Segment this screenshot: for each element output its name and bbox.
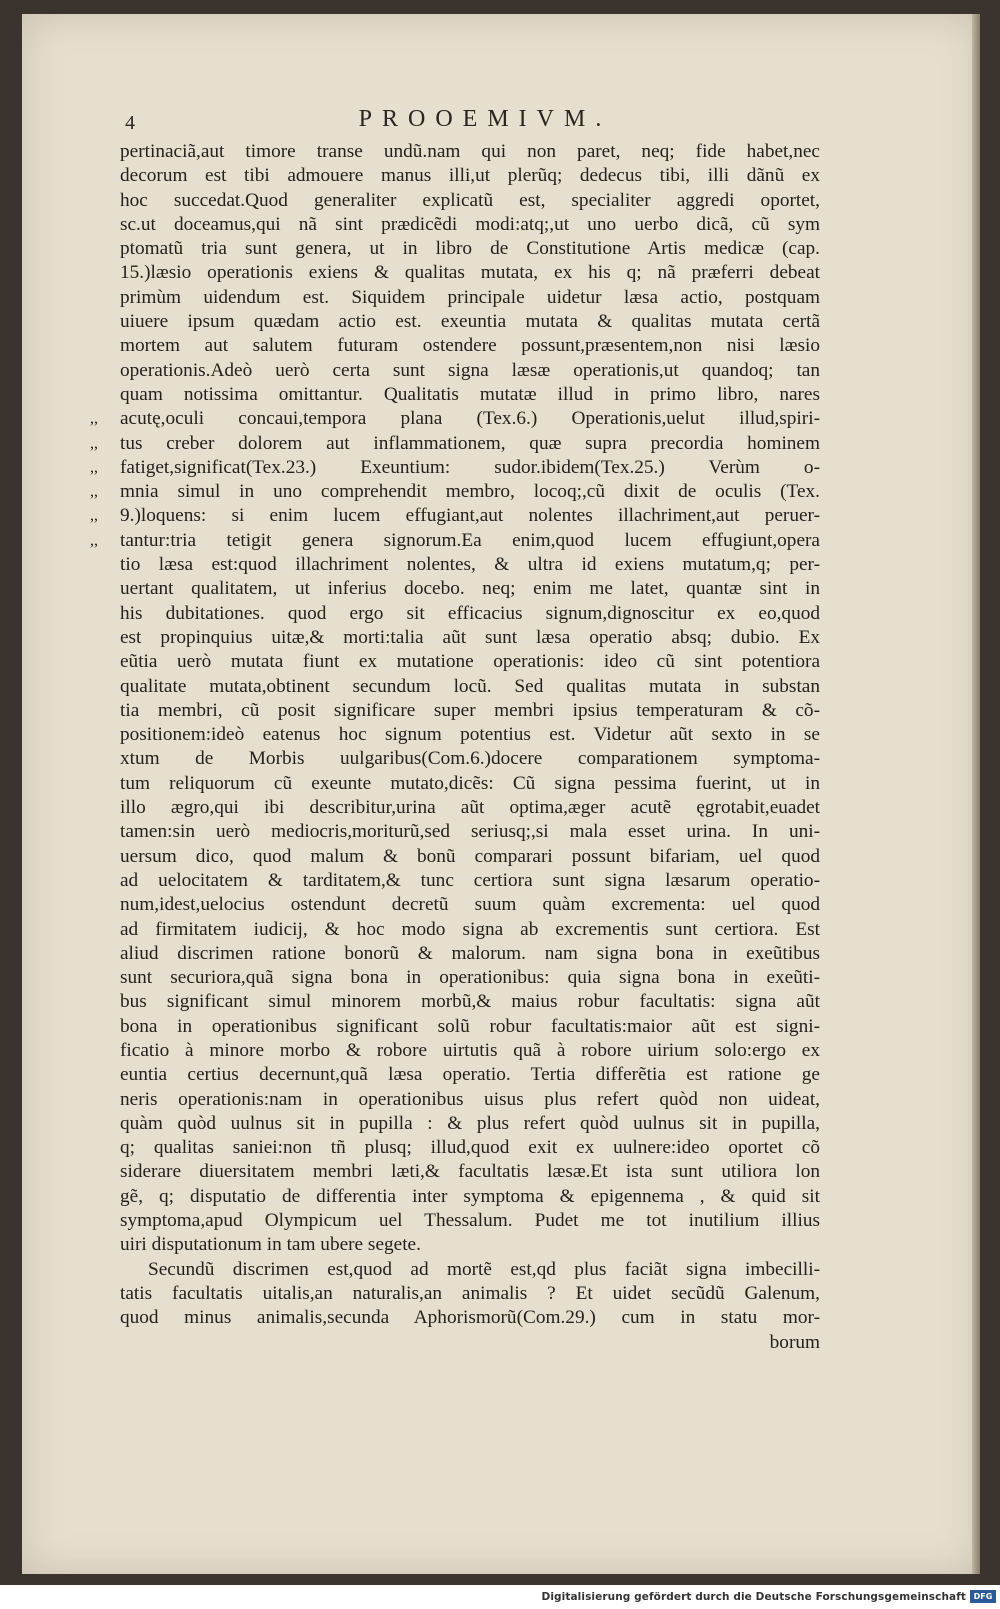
text-line [120, 1209, 820, 1233]
text-line [120, 213, 820, 237]
text-line [120, 845, 820, 869]
line-text: Secundũ discrimen est,quod ad mortẽ est,qd plus faciãt signa imbecilli- [148, 1258, 820, 1280]
text-line [120, 237, 820, 261]
dfg-logo: DFG [970, 1590, 996, 1603]
page-number: 4 [125, 112, 135, 134]
line-text: quam notissima omittantur. Qualitatis mutatæ illud in primo libro, nares [120, 383, 820, 405]
text-line [120, 140, 820, 164]
text-line [120, 942, 820, 966]
text-line [120, 675, 820, 699]
line-text: xtum de Morbis uulgaribus(Com.6.)docere comparationem symptoma- [120, 748, 820, 770]
text-line [120, 577, 820, 601]
line-text: primùm uidendum est. Siquidem principale uidetur læsa actio, postquam [120, 286, 820, 308]
text-line [120, 1039, 820, 1063]
text-line [120, 820, 820, 844]
line-text: q; qualitas saniei:non tñ plusq; illud,quod exit ex uulnere:ideo oportet cõ [120, 1137, 820, 1159]
text-line [120, 966, 820, 990]
text-line [120, 650, 820, 674]
line-text: aliud discrimen ratione bonorũ & malorum. nam signa bona in exeũtibus [120, 942, 820, 964]
text-line [120, 918, 820, 942]
text-line [90, 480, 820, 504]
text-line [120, 359, 820, 383]
text-line [120, 1063, 820, 1087]
line-text: illo ægro,qui ibi describitur,urina aũt optima,æger acutẽ ęgrotabit,euadet [120, 797, 820, 819]
line-text: ficatio à minore morbo & robore uirtutis quã à robore uirium solo:ergo ex [120, 1039, 820, 1061]
line-text: mnia simul in uno comprehendit membro, locoq;,cũ dixit de oculis (Tex. [120, 481, 820, 503]
text-line [120, 189, 820, 213]
text-line [120, 383, 820, 407]
line-text: uiri disputationum in tam ubere segete. [120, 1234, 421, 1256]
line-text: num,idest,uelocius ostendunt decretũ suum quàm excrementa: uel quod [120, 894, 820, 916]
text-line [120, 164, 820, 188]
text-line [120, 310, 820, 334]
margin-quote-mark: ,, [90, 434, 98, 452]
margin-quote-mark: ,, [90, 483, 98, 501]
page-edge [972, 14, 980, 1574]
line-text: fatiget,significat(Tex.23.) Exeuntium: sudor.ibidem(Tex.25.) Verùm o- [120, 456, 820, 478]
line-text: uertant qualitatem, ut inferius docebo. neq; enim me latet, quantæ sint in [120, 578, 820, 600]
text-line [120, 553, 820, 577]
line-text: uiuere ipsum quædam actio est. exeuntia mutata & qualitas mutata certã [120, 311, 820, 333]
text-line [120, 1088, 820, 1112]
margin-quote-mark: ,, [90, 507, 98, 525]
line-text: quod minus animalis,secunda Aphorismorũ(Com.29.) cum in statu mor- [120, 1307, 820, 1329]
line-text: tia membri, cũ posit significare super membri ipsius temperaturam & cõ- [120, 699, 820, 721]
margin-quote-mark: ,, [90, 458, 98, 476]
line-text: bus significant simul minorem morbũ,& maius robur facultatis: signa aũt [120, 991, 820, 1013]
text-line [120, 1233, 820, 1257]
line-text: tus creber dolorem aut inflammationem, quæ supra precordia hominem [120, 432, 820, 454]
text-line [90, 504, 820, 528]
footer-credit: Digitalisierung gefördert durch die Deutsche Forschungsgemeinschaft [541, 1591, 966, 1603]
line-text: tatis facultatis uitalis,an naturalis,an animalis ? Et uidet secũdũ Galenum, [120, 1282, 820, 1304]
text-line [120, 1015, 820, 1039]
text-line [120, 747, 820, 771]
text-line [120, 990, 820, 1014]
line-text: ad uelocitatem & tarditatem,& tunc certiora sunt signa læsarum operatio- [120, 869, 820, 891]
footer-bar [0, 1585, 1000, 1609]
line-text: qualitate mutata,obtinent secundum locũ. Sed qualitas mutata in substan [120, 675, 820, 697]
text-line [120, 334, 820, 358]
line-text: neris operationis:nam in operationibus uisus plus refert quòd non uideat, [120, 1088, 820, 1110]
line-text: pertinaciã,aut timore transe undũ.nam qui non paret, neq; fide habet,nec [120, 141, 820, 162]
line-text: eũtia uerò mutata fiunt ex mutatione operationis: ideo cũ sint potentiora [120, 651, 820, 673]
text-line [120, 893, 820, 917]
line-text: gẽ, q; disputatio de differentia inter symptoma & epigennema , & quid sit [120, 1185, 820, 1207]
text-line [90, 407, 820, 431]
running-head-title: PROOEMIVM. [358, 106, 612, 132]
text-line [120, 1258, 820, 1282]
text-line [120, 1282, 820, 1306]
line-text: euntia certius decernunt,quã læsa operatio. Tertia differẽtia est ratione ge [120, 1064, 820, 1086]
text-line [120, 699, 820, 723]
text-line [120, 286, 820, 310]
text-line [120, 1136, 820, 1160]
line-text: ptomatũ tria sunt genera, ut in libro de Constitutione Artis medicæ (cap. [120, 238, 820, 260]
body-text [90, 140, 820, 1355]
line-text: 9.)loquens: si enim lucem effugiant,aut nolentes illachriment,aut peruer- [120, 505, 820, 527]
text-line [90, 456, 820, 480]
line-text: mortem aut salutem futuram ostendere possunt,præsentem,non nisi læsio [120, 335, 820, 357]
text-line [120, 626, 820, 650]
line-text: symptoma,apud Olympicum uel Thessalum. Pudet me tot inutilium illius [120, 1210, 820, 1232]
margin-quote-mark: ,, [90, 531, 98, 549]
running-head [125, 100, 845, 134]
text-line [90, 529, 820, 553]
text-line [120, 1160, 820, 1184]
line-text: positionem:ideò eatenus hoc signum potentius est. Videtur aũt sexto in se [120, 724, 820, 746]
line-text: his dubitationes. quod ergo sit efficacius signum,dignoscitur ex eo,quod [120, 602, 820, 624]
text-line [120, 1185, 820, 1209]
line-text: ad firmitatem iudicij, & hoc modo signa ab excrementis sunt certiora. Est [120, 918, 820, 940]
line-text: tantur:tria tetigit genera signorum.Ea enim,quod lucem effugiunt,opera [120, 529, 820, 551]
line-text: uersum dico, quod malum & bonũ comparari possunt bifariam, uel quod [120, 845, 820, 867]
text-line [120, 602, 820, 626]
margin-quote-mark: ,, [90, 410, 98, 428]
text-line [120, 1306, 820, 1330]
text-line [120, 869, 820, 893]
text-line [120, 1112, 820, 1136]
line-text: tio læsa est:quod illachriment nolentes, & ultra id exiens mutatum,q; per- [120, 554, 820, 576]
line-text: borum [769, 1331, 820, 1353]
line-text: 15.)læsio operationis exiens & qualitas mutata, ex his q; nã præferri debeat [120, 262, 820, 284]
line-text: siderare diuersitatem membri læti,& facultatis læsæ.Et ista sunt utiliora lon [120, 1161, 820, 1183]
line-text: est propinquius uitæ,& morti:talia aũt sunt læsa operatio absq; dubio. Ex [120, 626, 820, 648]
text-line [120, 261, 820, 285]
line-text: operationis.Adeò uerò certa sunt signa læsæ operationis,ut quandoq; tan [120, 359, 820, 381]
line-text: sunt securiora,quã signa bona in operationibus: quia signa bona in exeũti- [120, 967, 820, 989]
text-line [120, 772, 820, 796]
line-text: hoc succedat.Quod generaliter explicatũ est, specialiter aggredi oportet, [120, 189, 820, 211]
line-text: tamen:sin uerò mediocris,moriturũ,sed seriusq;,si mala esset urina. In uni- [120, 821, 820, 843]
line-text: sc.ut doceamus,qui nã sint prædicẽdi modi:atq;,ut uno uerbo dicã, cũ sym [120, 213, 820, 235]
text-line [90, 432, 820, 456]
text-line [120, 1331, 820, 1355]
line-text: bona in operationibus significant solũ robur facultatis:maior aũt est signi- [120, 1015, 820, 1037]
line-text: quàm quòd uulnus sit in pupilla : & plus refert quòd uulnus sit in pupilla, [120, 1112, 820, 1134]
line-text: decorum est tibi admouere manus illi,ut plerũq; dedecus tibi, illi dãnũ ex [120, 165, 820, 187]
line-text: acutę,oculi concaui,tempora plana (Tex.6.) Operationis,uelut illud,spiri- [120, 408, 820, 430]
text-line [120, 723, 820, 747]
text-line [120, 796, 820, 820]
line-text: tum reliquorum cũ exeunte mutato,dicẽs: Cũ signa pessima fuerint, ut in [120, 772, 820, 794]
